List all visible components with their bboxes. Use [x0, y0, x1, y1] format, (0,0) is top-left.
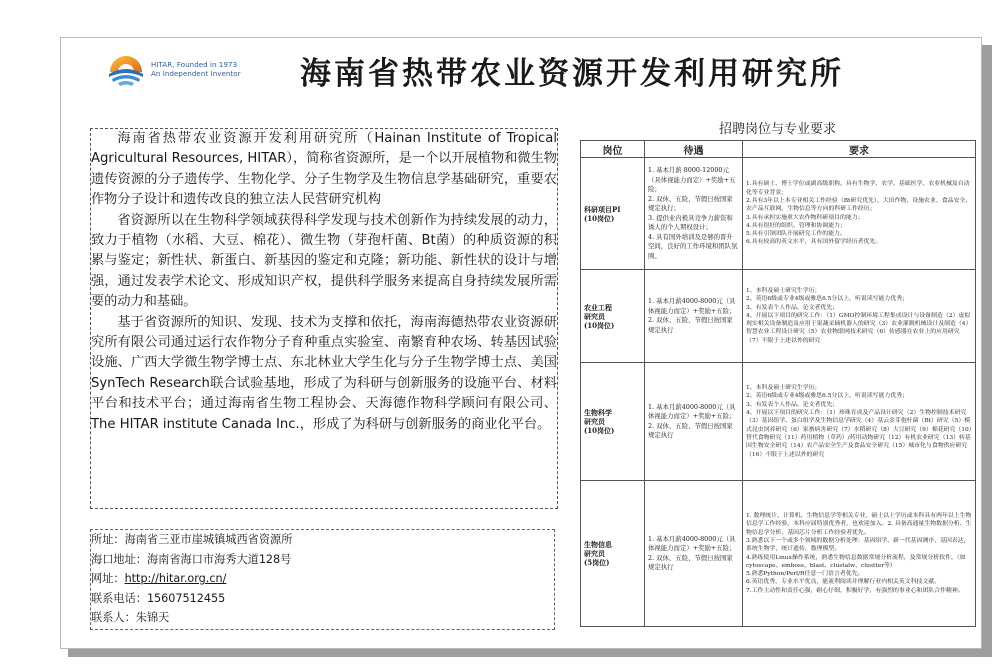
intro-box: [90, 128, 558, 509]
intro-paragraph-1: 海南省热带农业资源开发利用研究所（Hainan Institute of Tropical Agricultural Resources, HITAR），简称省资源所，是一个以开展植物和微生物遗传资源的分子遗传学、生物化学、分子生物学及生物信息学基础研究，重要农作物分子设计和遗传改良的独立法人民营研究机构: [91, 131, 557, 208]
row-requirements: 1、本科及硕士研究生学历； 2、英语6级或专业4级或雅思6.5分以上，听说读写能力优秀； 3、有发表个人作品、论文者优先； 4、开展以下项目的研究工作：（1）GMO控制环境工程集成设计与设备制造（2）虚拟现实相关设备制造及应用于果蔬采摘机器人的研究（3）农业灌溉机械设计及制造（4）智慧农业工程设计研究（5）农业物联网技术研究（6）传感器在农业上的应用研究（7）不限于上述以外的研究: [743, 270, 976, 363]
row-position: 科研项目PI (10岗位): [581, 158, 645, 270]
contact-haikou-address: 海口地址：海南省海口市海秀大道128号: [91, 552, 292, 566]
contact-person: 联系人：朱锦天: [91, 611, 170, 625]
intro-paragraph-3: 基于省资源所的知识、发现、技术为支撑和依托，海南海德热带农业资源研究所有限公司通过运行农作物分子育种重点实验室、南繁育种农场、转基因试验设施、广西大学微生物学博士点、东北林业大学生化与分子生物学博士点、美国SynTech Research联合试验基地，形成了为科研与创新服务的设施平台、材料平台和技术平台；通过海南省生物工程协会、天海德作物科学顾问有限公司、The HITAR institute Canada Inc.，形成了为科研与创新服务的商业化平台。: [91, 314, 557, 432]
website-link[interactable]: http://hitar.org.cn/: [124, 572, 227, 586]
row-requirements: 1.具有硕士、博士学位或副高级职称，具有生物学、农学、基础医学、农业机械及自动化等专业背景； 2.具有3年以上本专业相关工作经验（Bt研究优先）、大田作物、设施农业、食品安全、农产品互联网、生物信息等方向的科研工作经历； 3.具有承担实施重大农作物科研项目的能力； 4.具有很好的组织、管理和协调能力； 5.具有引领团队开展研究工作的能力。 6.具有较高的英文水平，具有国外留学经历者优先。: [743, 158, 976, 270]
logo-caption-line2: An Independent Inventor: [151, 70, 241, 78]
logo-caption: [151, 61, 241, 79]
logo-caption-line1: HITAR, Founded in 1973: [151, 61, 238, 69]
table-row: [581, 363, 976, 481]
row-benefits: 1. 基本月薪4000-8000元（具体视能力而定）+奖励+五险； 2. 双休、五险、节假日按国家规定执行: [645, 481, 743, 627]
table-header-row: [581, 141, 976, 158]
row-requirements: 1、本科及硕士研究生学历； 2、英语6级或专业4级或雅思6.5分以上，听说读写能力优秀； 3、有发表个人作品、论文者优先； 4、开展以下项目的研究工作：（1）珍珠育成及产品设计研究（2）生物控制技术研究（3）基因组学、蛋白组学及生物信息学研究（4）基云金芽孢杆菌（Bt）研究（5）模式昆虫饲养研究（6）家畜病害研究（7）水稻研究（8）大豆研究（9）棉花研究（10）替代食物研究（11）药用植物（草药）/药用动物研究（12）有机农业研究（13）转基因生物安全研究（14）农产品安全生产及食品安全研究（15）城市化与食物供应研究（16）不限于上述以外的研究: [743, 363, 976, 481]
row-position: 农业工程 研究员 (10岗位): [581, 270, 645, 363]
row-benefits: 1. 基本月薪 8000-12000元（具体视能力而定）+奖励+五险； 2. 双休、五险、节假日按国家规定执行； 3. 提供业内极具竞争力薪资和诱人的个人期权设计； 4. 具有国外培训及是够的晋升空间，良好的工作环境和团队氛围。: [645, 158, 743, 270]
hitar-logo: [106, 52, 146, 90]
contact-box: [90, 529, 555, 630]
jobs-table-title: 招聘岗位与专业要求: [718, 122, 836, 137]
contact-website-row: [91, 569, 554, 589]
contact-phone: 联系电话：15607512455: [91, 591, 226, 605]
row-benefits: 1. 基本月薪4000-8000元（具体视能力而定）+奖励+五险； 2. 双休、五险、节假日按国家规定执行: [645, 270, 743, 363]
header-benefits: 待遇: [645, 141, 743, 158]
contact-website-label: 网址：: [91, 572, 125, 586]
table-row: [581, 158, 976, 270]
row-requirements: 1. 数理统计、计算机、生物信息学等相关专业，硕士以上学历或本科具有两年以上生物信息学工作经验，本科应届特别优秀者，也欢迎加入。2. 具备高通量生物数据分析、生物信息学分析、基因芯片分析工作经验者优先。 3.熟悉以下一个或多个领域的数据分析处理：基因组学、新一代基因测序，基因表达，系统生物学，统计遗传，数理模型。 4.熟练使用Linux操作系统，熟悉生物信息数据常规分析流程，及常规分析软件。（如cytoscape、emboss、blast、clustalw、clustter等） 5.熟悉Python/Perl/R任意一门语言者优先。 6.英语优秀，专业水平优良，能流利阅读并理解行业内相关英文科技文献。 7.工作主动性和责任心强，耐心仔细，积极好学，有强烈的事业心和团队合作精神。: [743, 481, 976, 627]
row-position: 生物信息 研究员 (5岗位): [581, 481, 645, 627]
jobs-table: [580, 140, 976, 627]
header-position: 岗位: [581, 141, 645, 158]
header-requirements: 要求: [743, 141, 976, 158]
row-benefits: 1. 基本月薪4000-8000元（具体视能力而定）+奖励+五险； 2. 双休、五险、节假日按国家规定执行: [645, 363, 743, 481]
contact-address: 所址：海南省三亚市崖城镇城西省资源所: [91, 533, 293, 546]
table-row: [581, 270, 976, 363]
row-position: 生物科学 研究员 (10岗位): [581, 363, 645, 481]
institute-title: 海南省热带农业资源开发利用研究所: [300, 56, 844, 92]
table-row: [581, 481, 976, 627]
intro-paragraph-2: 省资源所以在生物科学领域获得科学发现与技术创新作为持续发展的动力，致力于植物（水稻、大豆、棉花）、微生物（芽孢杆菌、Bt菌）的种质资源的积累与鉴定；新性状、新蛋白、新基因的鉴定和克隆；新功能、新性状的设计与增强，通过发表学术论文、形成知识产权，提供科学服务来提高自身持续发展所需要的动力和基础。: [91, 212, 557, 310]
